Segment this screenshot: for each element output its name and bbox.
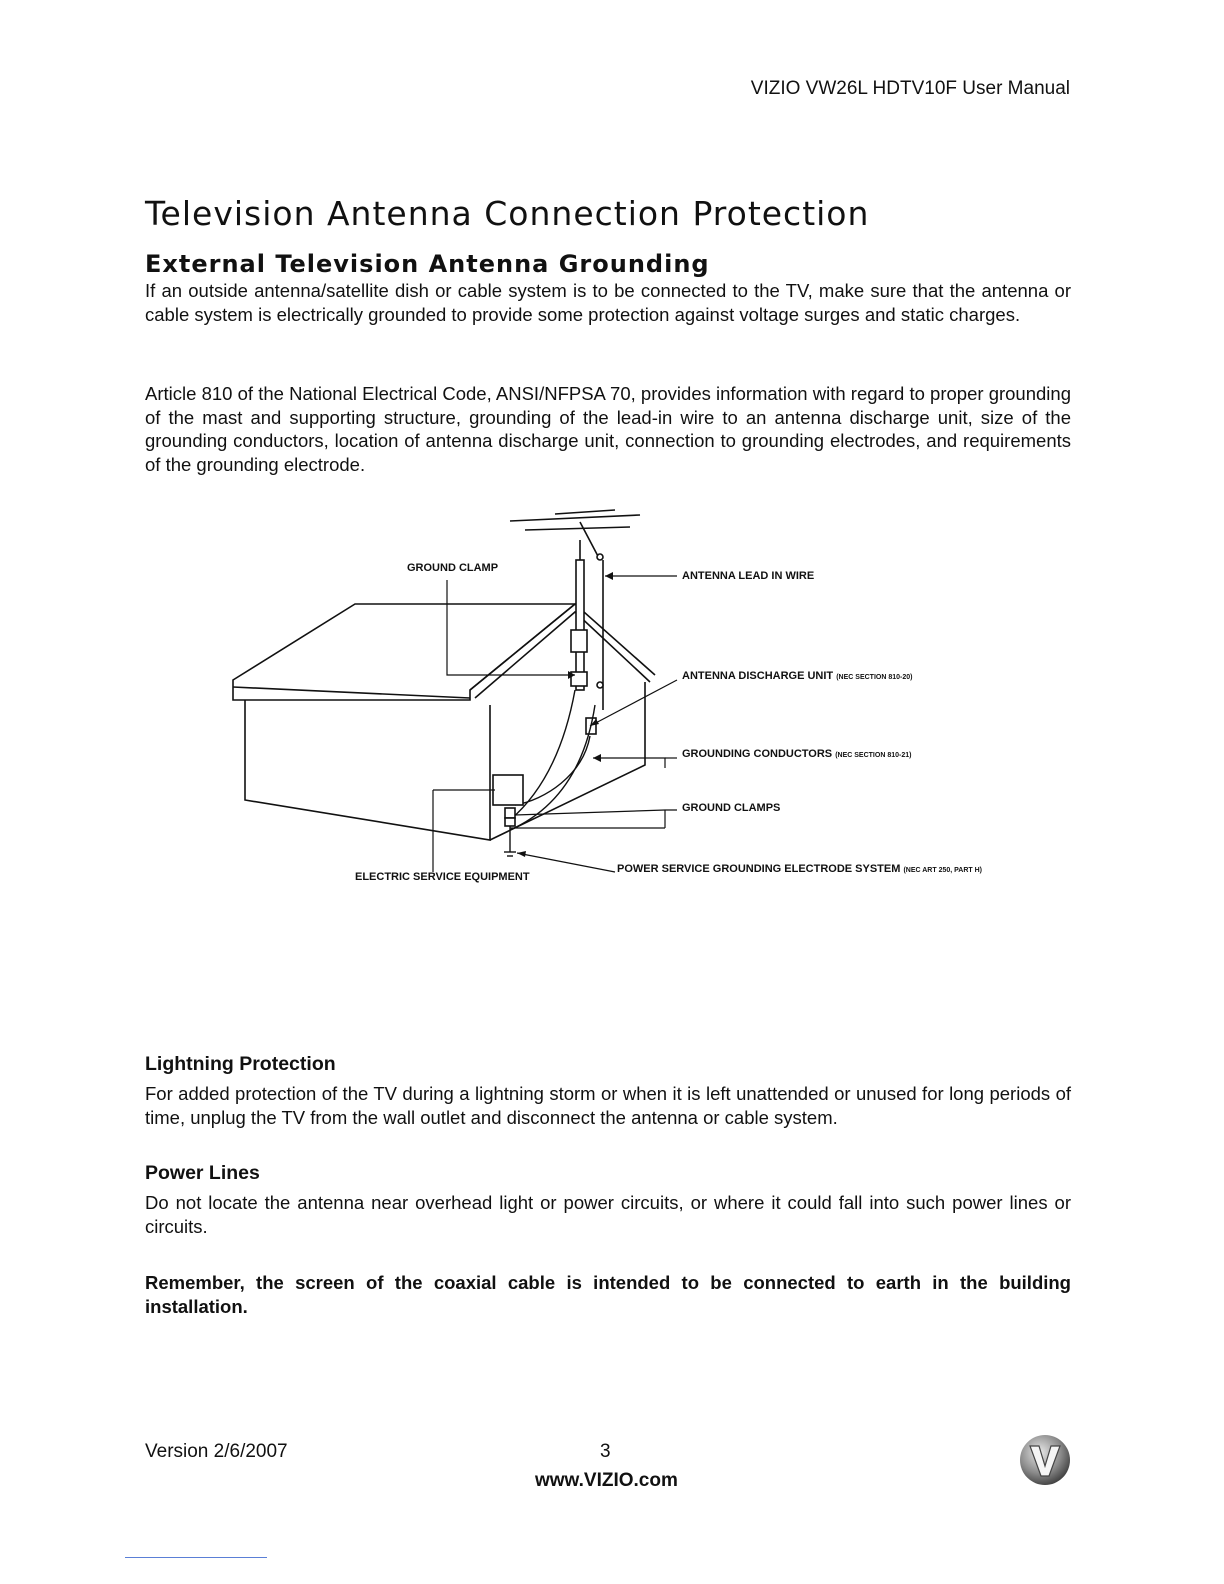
label-antenna-lead-in-wire: ANTENNA LEAD IN WIRE — [682, 570, 815, 582]
section-subtitle: External Television Antenna Grounding — [145, 249, 710, 278]
remember-note: Remember, the screen of the coaxial cable is intended to be connected to earth in the building installation. — [145, 1272, 1071, 1317]
page-title: Television Antenna Connection Protection — [145, 194, 870, 234]
electric-service-box-icon — [493, 775, 523, 826]
page-number: 3 — [600, 1441, 611, 1462]
vizio-v-logo-icon — [1018, 1433, 1072, 1487]
paragraph-nec-article: Article 810 of the National Electrical Code, ANSI/NFPSA 70, provides information with regard to proper grounding of the mast and supporting structure, grounding of the lead-in wire to an antenna discharge unit, size of the grounding conductors, location of antenna discharge unit, connection to grounding electrodes, and requirements of the grounding electrode. — [145, 383, 1071, 475]
footer-website-link[interactable]: www.VIZIO.com — [535, 1470, 678, 1491]
page-header: VIZIO VW26L HDTV10F User Manual — [750, 78, 1070, 99]
heading-lightning-protection: Lightning Protection — [145, 1053, 336, 1075]
grounding-wires — [504, 690, 595, 856]
paragraph-power-lines: Do not locate the antenna near overhead light or power circuits, or where it could fall into such power lines or circuits. — [145, 1192, 1071, 1237]
label-antenna-discharge-unit: ANTENNA DISCHARGE UNIT (NEC SECTION 810-20) — [682, 670, 913, 682]
page-edge-mark — [125, 1557, 267, 1558]
footer-version: Version 2/6/2007 — [145, 1441, 288, 1462]
label-power-service-grounding: POWER SERVICE GROUNDING ELECTRODE SYSTEM (NEC ART 250, PART H) — [617, 863, 983, 875]
paragraph-grounding-intro: If an outside antenna/satellite dish or cable system is to be connected to the TV, make sure that the antenna or cable system is electrically grounded to provide some protection against voltage surges and static charges. — [145, 280, 1071, 325]
label-ground-clamps: GROUND CLAMPS — [682, 802, 781, 814]
label-ground-clamp: GROUND CLAMP — [407, 562, 499, 574]
paragraph-lightning: For added protection of the TV during a lightning storm or when it is left unattended or unused for long periods of time, unplug the TV from the wall outlet and disconnect the antenna or cable system. — [145, 1083, 1071, 1128]
label-grounding-conductors: GROUNDING CONDUCTORS (NEC SECTION 810-21) — [682, 748, 912, 760]
label-electric-service-equipment: ELECTRIC SERVICE EQUIPMENT — [355, 871, 530, 883]
antenna-grounding-diagram — [225, 500, 995, 900]
heading-power-lines: Power Lines — [145, 1162, 260, 1184]
